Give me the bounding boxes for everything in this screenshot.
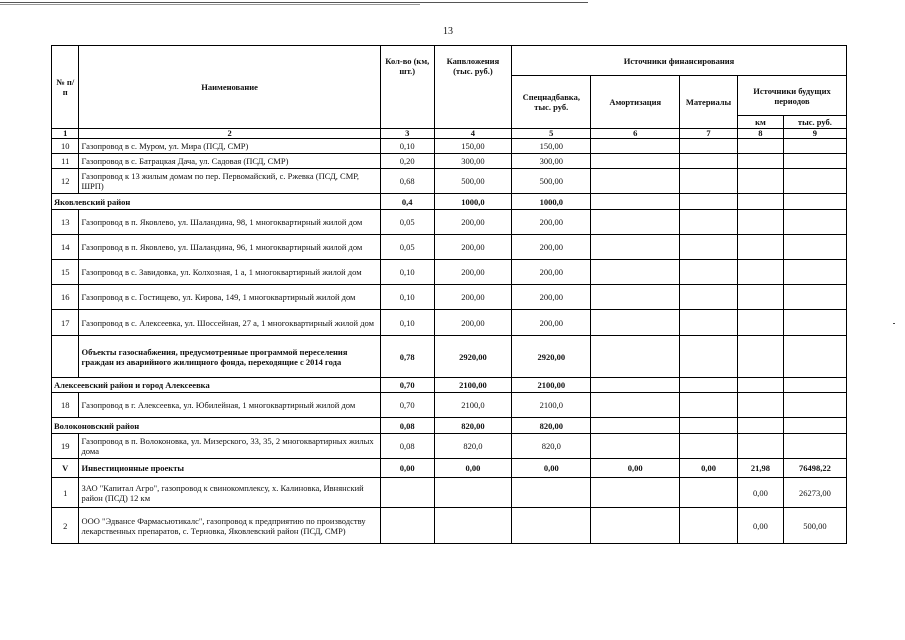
- premium-cell: 820,00: [512, 418, 591, 434]
- thous-rub-cell: [783, 310, 846, 336]
- qty-cell: 0,4: [380, 194, 434, 210]
- column-number: 9: [783, 129, 846, 139]
- materials-cell: [680, 378, 738, 393]
- invest-cell: [434, 478, 511, 508]
- km-cell: [738, 210, 784, 235]
- table-row: [52, 310, 847, 336]
- amortization-cell: [591, 434, 680, 459]
- materials-cell: 0,00: [680, 459, 738, 478]
- column-number: 8: [738, 129, 784, 139]
- table-row: [52, 336, 847, 378]
- premium-cell: 1000,0: [512, 194, 591, 210]
- row-number-cell: V: [52, 459, 79, 478]
- premium-cell: 0,00: [512, 459, 591, 478]
- table-row: [52, 434, 847, 459]
- header-col-km: км: [738, 116, 784, 129]
- group-name-cell: Яковлевский район: [52, 194, 381, 210]
- km-cell: [738, 393, 784, 418]
- amortization-cell: [591, 310, 680, 336]
- thous-rub-cell: [783, 169, 846, 194]
- header-col-num: № п/п: [52, 46, 79, 129]
- thous-rub-cell: [783, 336, 846, 378]
- table-group-row: [52, 378, 847, 393]
- materials-cell: [680, 285, 738, 310]
- name-cell: Объекты газоснабжения, предусмотренные программой переселения граждан из аварийного жилищного фонда, переходящие с 2014 года: [79, 336, 380, 378]
- header-col-invest: Капвложения (тыс. руб.): [434, 46, 511, 129]
- premium-cell: 150,00: [512, 139, 591, 154]
- premium-cell: 2100,00: [512, 378, 591, 393]
- invest-cell: 500,00: [434, 169, 511, 194]
- column-number: 7: [680, 129, 738, 139]
- group-name-cell: Волоконовский район: [52, 418, 381, 434]
- name-cell: Газопровод в с. Муром, ул. Мира (ПСД, СМР): [79, 139, 380, 154]
- table-row: [52, 478, 847, 508]
- qty-cell: 0,70: [380, 393, 434, 418]
- invest-cell: 300,00: [434, 154, 511, 169]
- materials-cell: [680, 508, 738, 544]
- name-cell: ООО "Эдвансе Фармасьютикалс", газопровод к предприятию по производству лекарственных препаратов, с. Терновка, Яковлевский район (ПСД, СМР): [79, 508, 380, 544]
- name-cell: Газопровод в с. Завидовка, ул. Колхозная, 1 а, 1 многоквартирный жилой дом: [79, 260, 380, 285]
- table-row: [52, 139, 847, 154]
- name-cell: Газопровод в с. Батрацкая Дача, ул. Садовая (ПСД, СМР): [79, 154, 380, 169]
- invest-cell: 2100,00: [434, 378, 511, 393]
- table-row: [52, 285, 847, 310]
- materials-cell: [680, 235, 738, 260]
- invest-cell: 150,00: [434, 139, 511, 154]
- table-row: [52, 459, 847, 478]
- row-number-cell: 2: [52, 508, 79, 544]
- row-number-cell: 11: [52, 154, 79, 169]
- header-col-qty: Кол-во (км, шт.): [380, 46, 434, 129]
- qty-cell: [380, 478, 434, 508]
- row-number-cell: 15: [52, 260, 79, 285]
- amortization-cell: [591, 154, 680, 169]
- premium-cell: 2100,0: [512, 393, 591, 418]
- km-cell: [738, 169, 784, 194]
- thous-rub-cell: [783, 154, 846, 169]
- thous-rub-cell: [783, 285, 846, 310]
- row-number-cell: 18: [52, 393, 79, 418]
- invest-cell: 820,00: [434, 418, 511, 434]
- premium-cell: 200,00: [512, 285, 591, 310]
- invest-cell: 1000,0: [434, 194, 511, 210]
- premium-cell: 300,00: [512, 154, 591, 169]
- materials-cell: [680, 260, 738, 285]
- km-cell: [738, 285, 784, 310]
- km-cell: [738, 310, 784, 336]
- materials-cell: [680, 139, 738, 154]
- header-col-future-sources: Источники будущих периодов: [738, 76, 847, 116]
- materials-cell: [680, 393, 738, 418]
- name-cell: ЗАО "Капитал Агро", газопровод к свинокомплексу, х. Калиновка, Ивнянский район (ПСД) 12 км: [79, 478, 380, 508]
- column-number: 1: [52, 129, 79, 139]
- premium-cell: [512, 478, 591, 508]
- name-cell: Инвестиционные проекты: [79, 459, 380, 478]
- amortization-cell: 0,00: [591, 459, 680, 478]
- header-col-premium: Спецнадбавка, тыс. руб.: [512, 76, 591, 129]
- materials-cell: [680, 169, 738, 194]
- qty-cell: 0,10: [380, 310, 434, 336]
- materials-cell: [680, 310, 738, 336]
- materials-cell: [680, 194, 738, 210]
- km-cell: 0,00: [738, 478, 784, 508]
- materials-cell: [680, 434, 738, 459]
- amortization-cell: [591, 418, 680, 434]
- qty-cell: 0,20: [380, 154, 434, 169]
- amortization-cell: [591, 260, 680, 285]
- km-cell: [738, 194, 784, 210]
- table-row: [52, 260, 847, 285]
- invest-cell: 2100,0: [434, 393, 511, 418]
- qty-cell: 0,05: [380, 235, 434, 260]
- table-row: [52, 169, 847, 194]
- km-cell: [738, 434, 784, 459]
- qty-cell: 0,00: [380, 459, 434, 478]
- thous-rub-cell: 500,00: [783, 508, 846, 544]
- header-col-name: Наименование: [79, 46, 380, 129]
- premium-cell: 200,00: [512, 310, 591, 336]
- thous-rub-cell: [783, 418, 846, 434]
- name-cell: Газопровод в п. Яковлево, ул. Шаландина, 96, 1 многоквартирный жилой дом: [79, 235, 380, 260]
- invest-cell: [434, 508, 511, 544]
- scan-edge-line-secondary: [0, 4, 420, 5]
- table-row: [52, 235, 847, 260]
- qty-cell: [380, 508, 434, 544]
- row-number-cell: 13: [52, 210, 79, 235]
- premium-cell: 200,00: [512, 235, 591, 260]
- thous-rub-cell: [783, 378, 846, 393]
- column-number: 2: [79, 129, 380, 139]
- group-name-cell: Алексеевский район и город Алексеевка: [52, 378, 381, 393]
- thous-rub-cell: [783, 393, 846, 418]
- name-cell: Газопровод в г. Алексеевка, ул. Юбилейная, 1 многоквартирный жилой дом: [79, 393, 380, 418]
- invest-cell: 200,00: [434, 310, 511, 336]
- amortization-cell: [591, 210, 680, 235]
- qty-cell: 0,68: [380, 169, 434, 194]
- premium-cell: 500,00: [512, 169, 591, 194]
- amortization-cell: [591, 285, 680, 310]
- thous-rub-cell: 76498,22: [783, 459, 846, 478]
- invest-cell: 200,00: [434, 285, 511, 310]
- amortization-cell: [591, 139, 680, 154]
- header-col-sources: Источники финансирования: [512, 46, 847, 76]
- premium-cell: 2920,00: [512, 336, 591, 378]
- thous-rub-cell: [783, 434, 846, 459]
- materials-cell: [680, 154, 738, 169]
- header-col-materials: Материалы: [680, 76, 738, 129]
- page-number: 13: [443, 26, 453, 37]
- row-number-cell: [52, 336, 79, 378]
- premium-cell: 200,00: [512, 210, 591, 235]
- qty-cell: 0,78: [380, 336, 434, 378]
- materials-cell: [680, 336, 738, 378]
- column-number: 3: [380, 129, 434, 139]
- km-cell: [738, 260, 784, 285]
- materials-cell: [680, 210, 738, 235]
- row-number-cell: 10: [52, 139, 79, 154]
- thous-rub-cell: [783, 235, 846, 260]
- invest-cell: 2920,00: [434, 336, 511, 378]
- scan-edge-line: [0, 2, 588, 3]
- materials-cell: [680, 418, 738, 434]
- invest-cell: 200,00: [434, 235, 511, 260]
- column-number-row: [52, 129, 847, 139]
- km-cell: 0,00: [738, 508, 784, 544]
- km-cell: 21,98: [738, 459, 784, 478]
- name-cell: Газопровод в с. Алексеевка, ул. Шоссейная, 27 а, 1 многоквартирный жилой дом: [79, 310, 380, 336]
- name-cell: Газопровод к 13 жилым домам по пер. Первомайский, с. Ржевка (ПСД, СМР, ШРП): [79, 169, 380, 194]
- column-number: 4: [434, 129, 511, 139]
- invest-cell: 200,00: [434, 210, 511, 235]
- amortization-cell: [591, 194, 680, 210]
- name-cell: Газопровод в п. Волоконовка, ул. Мизерского, 33, 35, 2 многоквартирных жилых дома: [79, 434, 380, 459]
- header-col-thous-rub: тыс. руб.: [783, 116, 846, 129]
- km-cell: [738, 378, 784, 393]
- amortization-cell: [591, 235, 680, 260]
- thous-rub-cell: [783, 210, 846, 235]
- financing-table: [51, 45, 847, 544]
- km-cell: [738, 336, 784, 378]
- qty-cell: 0,70: [380, 378, 434, 393]
- invest-cell: 0,00: [434, 459, 511, 478]
- qty-cell: 0,10: [380, 260, 434, 285]
- table-row: [52, 210, 847, 235]
- name-cell: Газопровод в с. Гостищево, ул. Кирова, 149, 1 многоквартирный жилой дом: [79, 285, 380, 310]
- table-row: [52, 154, 847, 169]
- km-cell: [738, 139, 784, 154]
- premium-cell: [512, 508, 591, 544]
- qty-cell: 0,08: [380, 434, 434, 459]
- qty-cell: 0,08: [380, 418, 434, 434]
- row-number-cell: 17: [52, 310, 79, 336]
- amortization-cell: [591, 508, 680, 544]
- row-number-cell: 14: [52, 235, 79, 260]
- km-cell: [738, 418, 784, 434]
- thous-rub-cell: [783, 260, 846, 285]
- thous-rub-cell: 26273,00: [783, 478, 846, 508]
- row-number-cell: 16: [52, 285, 79, 310]
- row-number-cell: 19: [52, 434, 79, 459]
- column-number: 5: [512, 129, 591, 139]
- materials-cell: [680, 478, 738, 508]
- table-body: [52, 139, 847, 544]
- qty-cell: 0,10: [380, 139, 434, 154]
- premium-cell: 820,0: [512, 434, 591, 459]
- amortization-cell: [591, 169, 680, 194]
- invest-cell: 820,0: [434, 434, 511, 459]
- row-number-cell: 12: [52, 169, 79, 194]
- km-cell: [738, 154, 784, 169]
- amortization-cell: [591, 378, 680, 393]
- qty-cell: 0,10: [380, 285, 434, 310]
- table-row: [52, 508, 847, 544]
- amortization-cell: [591, 478, 680, 508]
- invest-cell: 200,00: [434, 260, 511, 285]
- thous-rub-cell: [783, 139, 846, 154]
- km-cell: [738, 235, 784, 260]
- qty-cell: 0,05: [380, 210, 434, 235]
- premium-cell: 200,00: [512, 260, 591, 285]
- name-cell: Газопровод в п. Яковлево, ул. Шаландина, 98, 1 многоквартирный жилой дом: [79, 210, 380, 235]
- table-header: [52, 46, 847, 139]
- amortization-cell: [591, 393, 680, 418]
- table-row: [52, 393, 847, 418]
- table-group-row: [52, 418, 847, 434]
- column-number: 6: [591, 129, 680, 139]
- row-number-cell: 1: [52, 478, 79, 508]
- amortization-cell: [591, 336, 680, 378]
- header-col-amortization: Амортизация: [591, 76, 680, 129]
- scan-speck: [893, 323, 895, 324]
- table-group-row: [52, 194, 847, 210]
- thous-rub-cell: [783, 194, 846, 210]
